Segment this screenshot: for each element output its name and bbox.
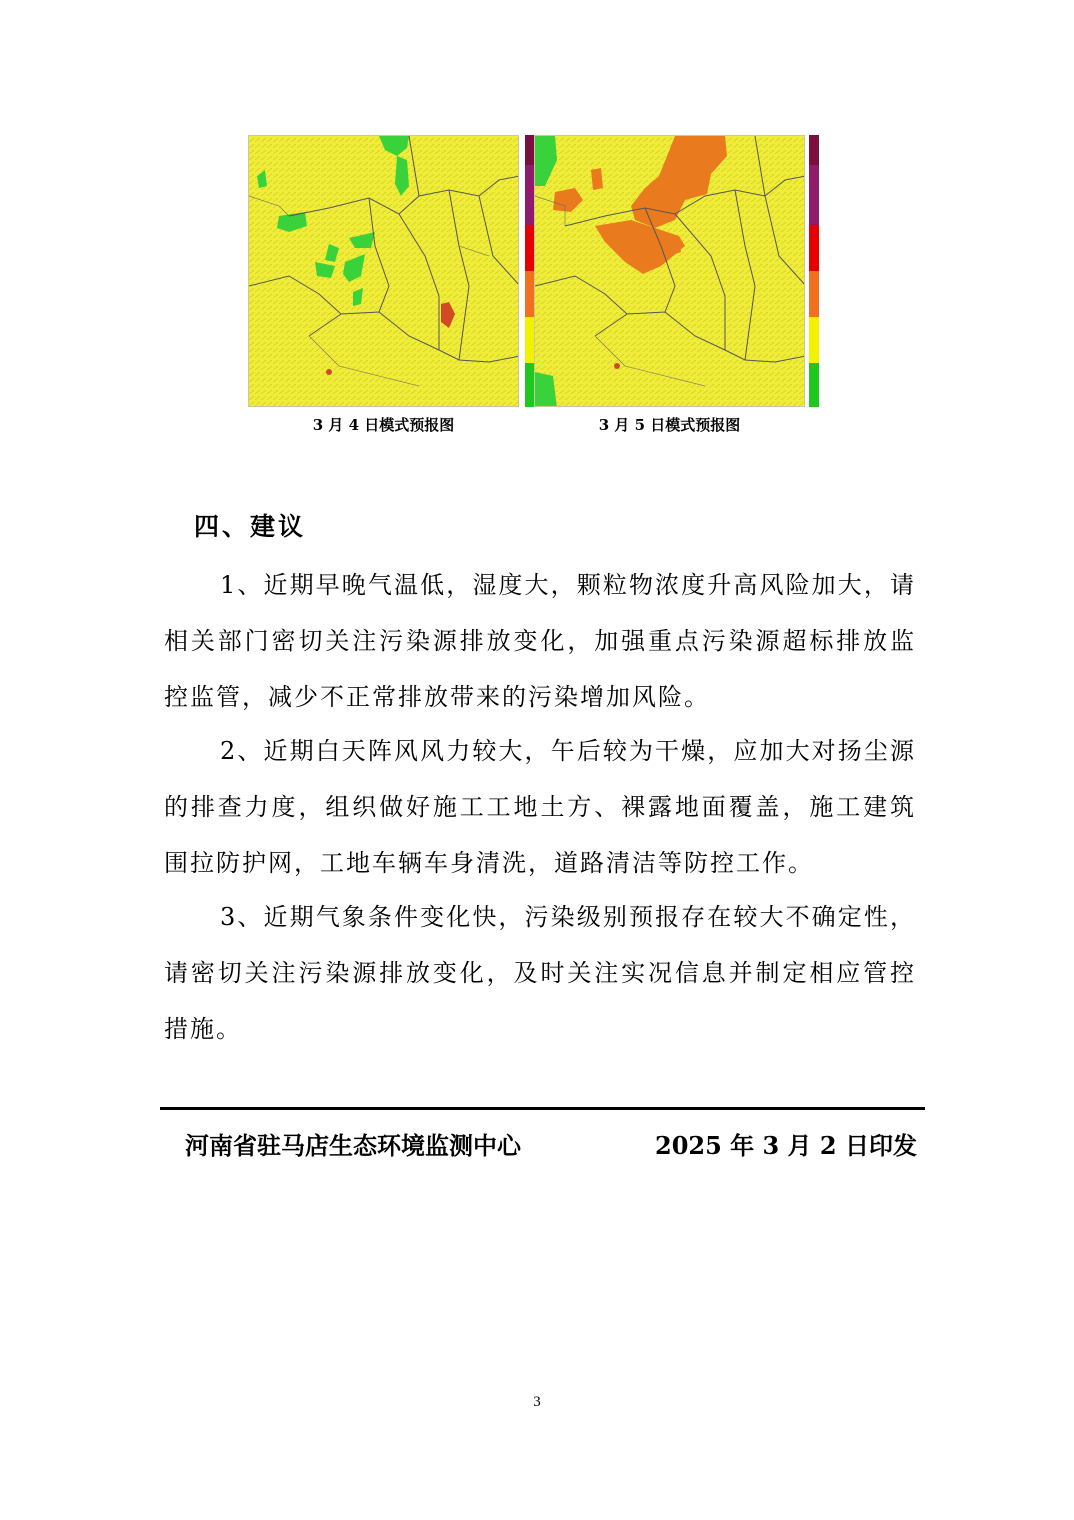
recommendation-paragraph-1: 1、近期早晚气温低，湿度大，颗粒物浓度升高风险加大，请相关部门密切关注污染源排放变化，加强重点污染源超标排放监控监管，减少不正常排放带来的污染增加风险。: [164, 571, 916, 711]
forecast-map-march-4: [248, 135, 519, 407]
issuer-name: 河南省驻马店生态环境监测中心: [185, 1131, 521, 1160]
section-heading: 四、建议: [194, 512, 307, 541]
legend-color-bar: [809, 135, 819, 407]
map-graphic: [535, 136, 805, 407]
recommendation-paragraph-3: 3、近期气象条件变化快，污染级别预报存在较大不确定性，请密切关注污染源排放变化，及时关注实况信息并制定相应管控措施。: [164, 903, 916, 1043]
issue-date: 2025 年 3 月 2 日印发: [655, 1131, 917, 1160]
map2-caption: 3 月 5 日模式预报图: [598, 416, 741, 434]
recommendation-paragraph-2: 2、近期白天阵风风力较大，午后较为干燥，应加大对扬尘源的排查力度，组织做好施工工地土方、裸露地面覆盖，施工建筑围拉防护网，工地车辆车身清洗，道路清洁等防控工作。: [164, 737, 916, 877]
map-graphic: [249, 136, 519, 407]
map1-caption: 3 月 4 日模式预报图: [312, 416, 455, 434]
footer-divider: [160, 1107, 925, 1110]
page-number: 3: [533, 1394, 541, 1410]
forecast-map-march-5: [534, 135, 805, 407]
